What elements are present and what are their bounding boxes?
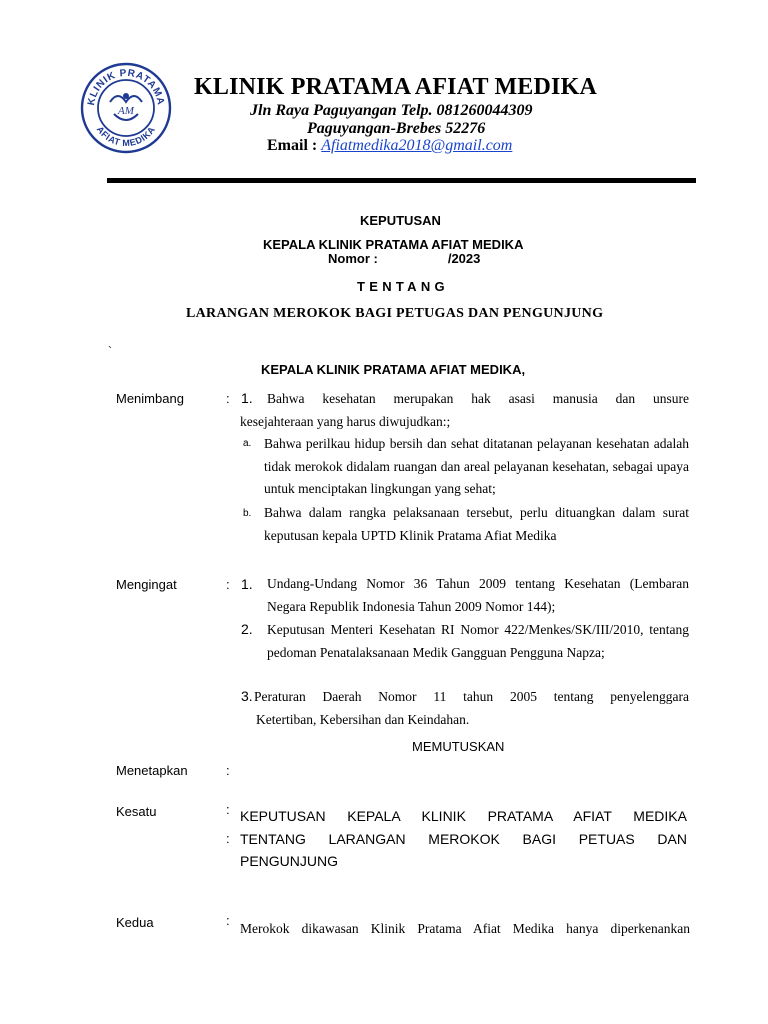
memutuskan-heading: MEMUTUSKAN <box>412 739 505 754</box>
menimbang-item-b: Bahwa dalam rangka pelaksanaan tersebut, perlu dituangkan dalam surat keputusan kepala UPTD Klinik Pratama Afiat Medika <box>264 505 689 543</box>
menimbang-item-a-marker: a. <box>243 438 252 449</box>
colon-kesatu-1: : <box>226 802 230 817</box>
clinic-logo <box>80 62 172 154</box>
doc-subject: LARANGAN MEROKOK BAGI PETUGAS DAN PENGUNJUNG <box>186 306 604 321</box>
colon-mengingat: : <box>226 577 230 592</box>
mengingat-item-1-number: 1. <box>241 576 253 592</box>
menimbang-item-1-line-1: Bahwa kesehatan merupakan hak asasi manusia dan unsure <box>267 391 689 406</box>
nomor-label: Nomor : <box>328 251 378 266</box>
email-line <box>267 137 512 155</box>
nomor-value: /2023 <box>447 251 481 266</box>
label-mengingat: Mengingat <box>116 577 177 592</box>
colon-kesatu-2: : <box>226 831 230 846</box>
label-menetapkan: Menetapkan <box>116 763 188 778</box>
mengingat-item-1: Undang-Undang Nomor 36 Tahun 2009 tentang Kesehatan (Lembaran Negara Republik Indonesia Tahun 2009 Nomor 144); <box>267 576 689 614</box>
address-line-1: Jln Raya Paguyangan Telp. 081260044309 <box>250 102 533 119</box>
doc-title-keputusan: KEPUTUSAN <box>360 213 441 228</box>
logo-bottom-text: AFIAT MEDIKA <box>94 124 158 149</box>
logo-monogram: AM <box>118 105 134 117</box>
logo-top-text: KLINIK PRATAMA <box>85 67 167 107</box>
stray-mark: ` <box>108 344 112 358</box>
mengingat-item-3-line-1: Peraturan Daerah Nomor 11 tahun 2005 tentang penyelenggara <box>254 689 689 704</box>
colon-kedua: : <box>226 913 230 928</box>
menimbang-item-a: Bahwa perilkau hidup bersih dan sehat ditatanan pelayanan kesehatan adalah tidak merokok didalam ruangan dan areal pelayanan kesehatan, sebagai upaya untuk menciptakan lingkungan yang sehat; <box>264 436 689 497</box>
doc-tentang: TENTANG <box>357 279 449 294</box>
mengingat-item-2: Keputusan Menteri Kesehatan RI Nomor 422/Menkes/SK/III/2010, tentang pedoman Penatalaksanaan Medik Gangguan Pengguna Napza; <box>267 622 689 660</box>
doc-kepala-heading: KEPALA KLINIK PRATAMA AFIAT MEDIKA, <box>261 362 526 377</box>
doc-title-kepala: KEPALA KLINIK PRATAMA AFIAT MEDIKA <box>263 237 524 252</box>
label-kedua: Kedua <box>116 915 154 930</box>
kedua-text: Merokok dikawasan Klinik Pratama Afiat Medika hanya diperkenankan <box>240 921 690 936</box>
kesatu-line-3: PENGUNJUNG <box>240 853 339 869</box>
mengingat-item-3-line-2: Ketertiban, Kebersihan dan Keindahan. <box>256 712 470 727</box>
email-link[interactable]: Afiatmedika2018@gmail.com <box>321 137 513 154</box>
kesatu-line-1: KEPUTUSAN KEPALA KLINIK PRATAMA AFIAT MEDIKA <box>240 808 687 824</box>
colon-menimbang: : <box>226 391 230 406</box>
kesatu-line-2: TENTANG LARANGAN MEROKOK BAGI PETUAS DAN <box>240 831 687 847</box>
label-kesatu: Kesatu <box>116 804 157 819</box>
menimbang-item-1-line-2: kesejahteraan yang harus diwujudkan:; <box>240 414 451 429</box>
doc-nomor <box>328 251 480 266</box>
menimbang-item-1-number: 1. <box>241 390 253 406</box>
email-label: Email : <box>267 137 322 154</box>
label-menimbang: Menimbang <box>116 391 184 406</box>
header-divider <box>107 178 696 183</box>
address-line-2: Paguyangan-Brebes 52276 <box>307 120 486 137</box>
colon-menetapkan: : <box>226 763 230 778</box>
clinic-name: KLINIK PRATAMA AFIAT MEDIKA <box>194 74 597 100</box>
mengingat-item-2-number: 2. <box>241 621 253 637</box>
clinic-seal-icon <box>80 62 172 154</box>
mengingat-item-3-number: 3. <box>241 688 253 704</box>
menimbang-item-b-marker: b. <box>243 508 252 519</box>
